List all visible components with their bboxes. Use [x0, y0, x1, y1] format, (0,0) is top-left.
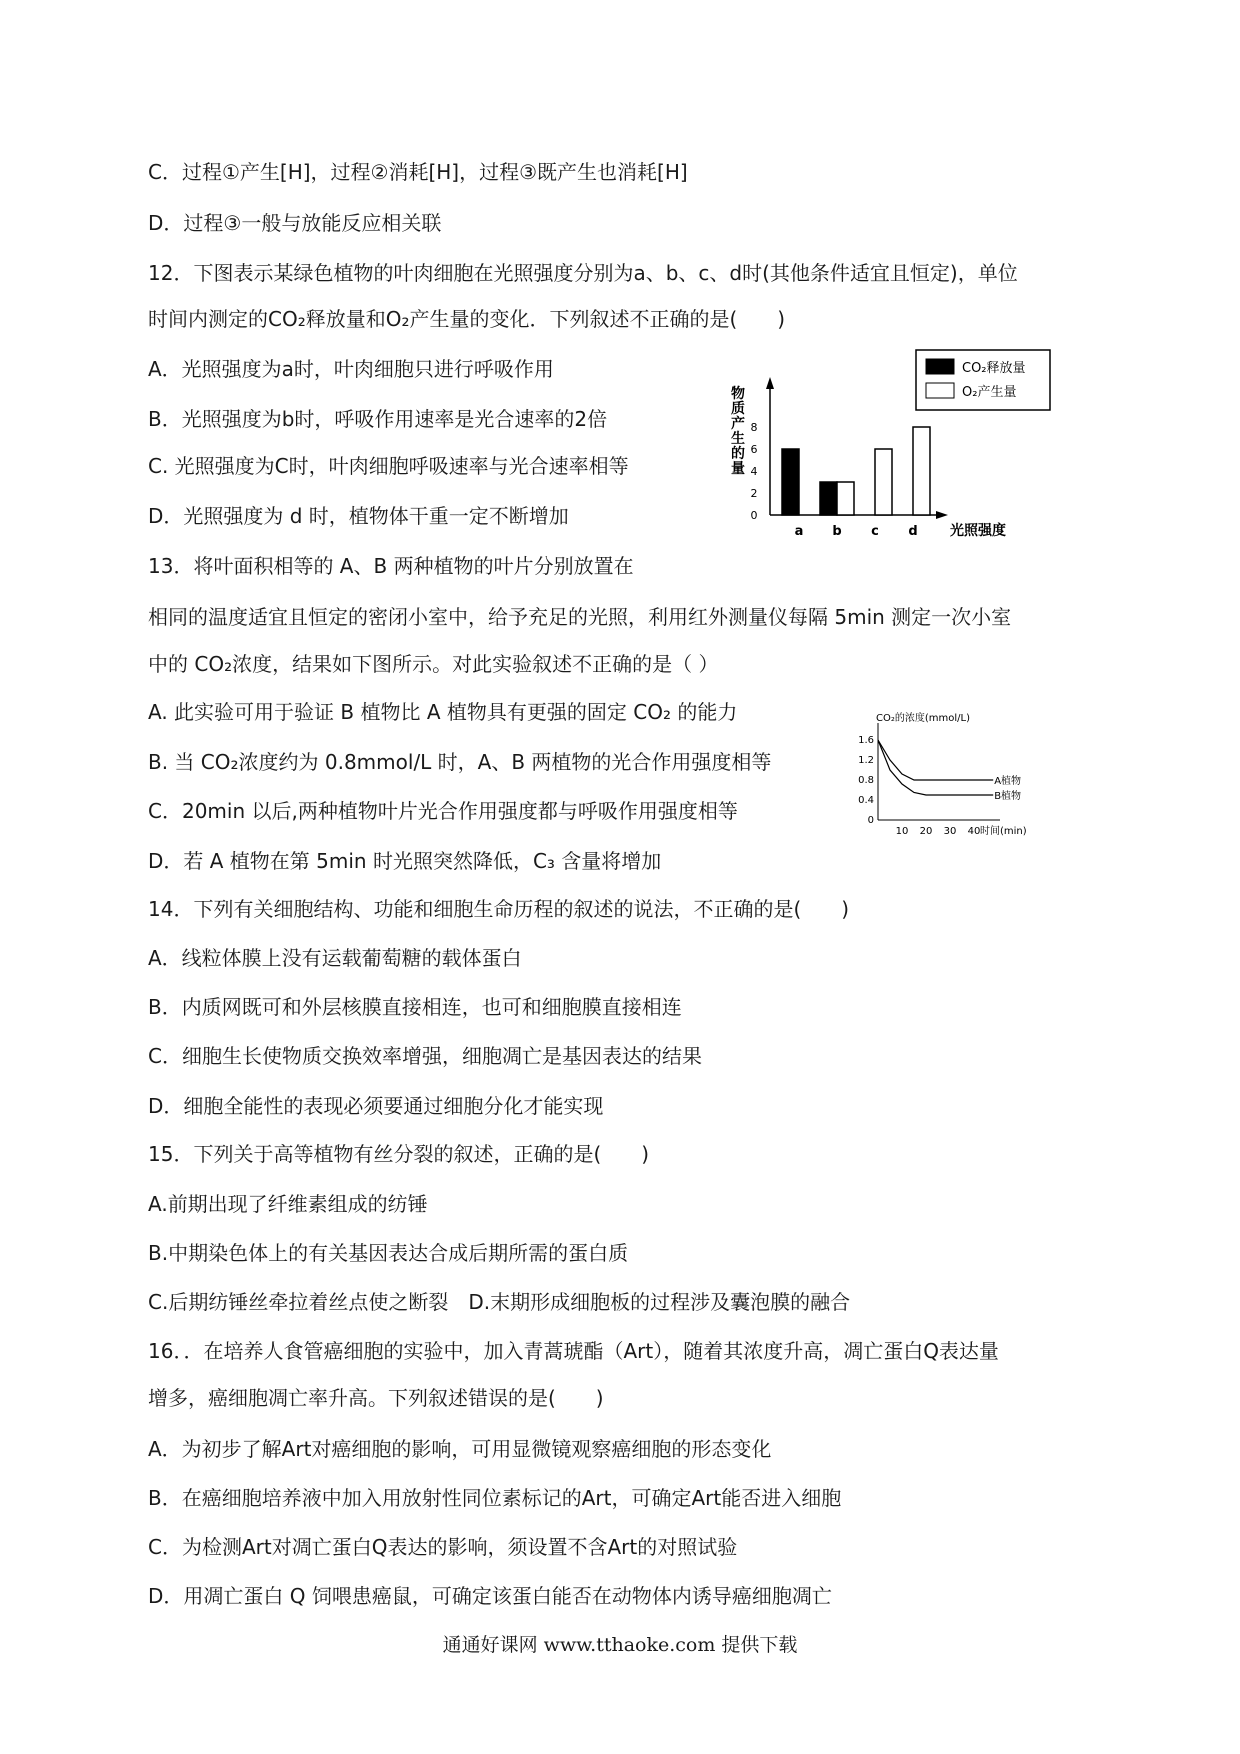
y-tick-label: 0.8 — [858, 775, 874, 786]
page-footer: 通通好课网 www.tthaoke.com 提供下载 — [442, 1634, 798, 1656]
x-tick-label: 30 — [943, 826, 957, 837]
y-axis-label-char: 质 — [731, 401, 745, 417]
y-axis-label-char: 量 — [731, 461, 745, 477]
line-chart — [850, 705, 1040, 840]
y-tick-label: 8 — [750, 421, 758, 434]
y-axis-label — [731, 385, 745, 477]
x-axis-arrow — [936, 511, 948, 519]
y-tick-label: 1.6 — [858, 735, 874, 746]
text-line: 时间内测定的CO₂释放量和O₂产生量的变化．下列叙述不正确的是( ) — [148, 307, 786, 331]
y-tick-label: 0 — [867, 815, 874, 826]
y-axis-label-char: 产 — [731, 416, 745, 432]
series-line-a — [878, 740, 993, 780]
y-axis-label-char: 的 — [731, 446, 745, 462]
text-line: A．为初步了解Art对癌细胞的影响，可用显微镜观察癌细胞的形态变化 — [148, 1437, 772, 1461]
text-line: B．光照强度为b时，呼吸作用速率是光合速率的2倍 — [148, 407, 608, 431]
bar-co2-b — [820, 482, 837, 515]
legend-label-o2: O₂产生量 — [962, 385, 1017, 400]
y-tick-label: 1.2 — [858, 755, 874, 766]
x-axis-label: 时间(min) — [980, 826, 1027, 837]
series-line-b — [878, 740, 993, 795]
text-line: 中的 CO₂浓度，结果如下图所示。对此实验叙述不正确的是（ ） — [148, 652, 719, 676]
text-line: 12．下图表示某绿色植物的叶肉细胞在光照强度分别为a、b、c、d时(其他条件适宜且恒定)，单位 — [148, 261, 1018, 285]
chart-title: CO₂的浓度(mmol/L) — [876, 713, 970, 724]
x-tick-label: 10 — [895, 826, 909, 837]
series-label: A植物 — [994, 776, 1022, 787]
text-line: C．为检测Art对凋亡蛋白Q表达的影响，须设置不含Art的对照试验 — [148, 1535, 738, 1559]
text-line: 14．下列有关细胞结构、功能和细胞生命历程的叙述的说法，不正确的是( ) — [148, 897, 850, 921]
x-tick-label: 40 — [967, 826, 981, 837]
y-tick-label: 0.4 — [858, 795, 874, 806]
text-line: B．在癌细胞培养液中加入用放射性同位素标记的Art，可确定Art能否进入细胞 — [148, 1486, 842, 1510]
x-tick-label: c — [871, 524, 879, 539]
text-line: A.前期出现了纤维素组成的纺锤 — [148, 1192, 428, 1216]
text-line: 16．．在培养人食管癌细胞的实验中，加入青蒿琥酯（Art），随着其浓度升高，凋亡蛋白Q表达量 — [148, 1339, 999, 1363]
text-line: C．细胞生长使物质交换效率增强，细胞凋亡是基因表达的结果 — [148, 1044, 702, 1068]
legend-swatch-co2 — [926, 359, 954, 374]
x-tick-label: 20 — [919, 826, 933, 837]
text-line: 13．将叶面积相等的 A、B 两种植物的叶片分别放置在 — [148, 554, 634, 578]
chart-legend — [916, 350, 1050, 410]
text-line: D．若 A 植物在第 5min 时光照突然降低，C₃ 含量将增加 — [148, 849, 662, 873]
bar-o2-b — [837, 482, 854, 515]
series-label: B植物 — [994, 791, 1022, 802]
bar-o2-c — [875, 449, 892, 515]
text-line: 15．下列关于高等植物有丝分裂的叙述，正确的是( ) — [148, 1142, 650, 1166]
text-line: C．20min 以后,两种植物叶片光合作用强度都与呼吸作用强度相等 — [148, 799, 738, 823]
text-line: A．线粒体膜上没有运载葡萄糖的载体蛋白 — [148, 946, 522, 970]
text-line: B.中期染色体上的有关基因表达合成后期所需的蛋白质 — [148, 1241, 629, 1265]
text-line: C．过程①产生[H]，过程②消耗[H]，过程③既产生也消耗[H] — [148, 160, 688, 184]
text-line: 相同的温度适宜且恒定的密闭小室中，给予充足的光照，利用红外测量仪每隔 5min 测定一次小室 — [148, 605, 1012, 629]
y-axis-label-char: 物 — [731, 386, 745, 402]
text-line: D．光照强度为 d 时，植物体干重一定不断增加 — [148, 504, 569, 528]
text-line: A. 此实验可用于验证 B 植物比 A 植物具有更强的固定 CO₂ 的能力 — [148, 700, 738, 724]
bar-co2-a — [782, 449, 799, 515]
text-line: 增多，癌细胞凋亡率升高。下列叙述错误的是( ) — [148, 1386, 604, 1410]
text-line: B．内质网既可和外层核膜直接相连，也可和细胞膜直接相连 — [148, 995, 682, 1019]
y-tick-label: 4 — [750, 465, 758, 478]
legend-swatch-o2 — [926, 383, 954, 398]
text-line: C. 光照强度为C时，叶肉细胞呼吸速率与光合速率相等 — [148, 454, 629, 478]
y-axis-arrow — [766, 377, 774, 389]
x-tick-label: b — [832, 524, 842, 539]
x-tick-label: d — [908, 524, 918, 539]
y-tick-label: 0 — [750, 509, 758, 522]
text-line: D．过程③一般与放能反应相关联 — [148, 211, 442, 235]
y-axis-label-char: 生 — [731, 431, 745, 447]
text-line: C.后期纺锤丝牵拉着丝点使之断裂 D.末期形成细胞板的过程涉及囊泡膜的融合 — [148, 1290, 851, 1314]
legend-label-co2: CO₂释放量 — [962, 361, 1026, 376]
x-tick-label: a — [794, 524, 804, 539]
y-tick-label: 2 — [750, 487, 758, 500]
bar-chart — [700, 345, 1060, 550]
text-line: A．光照强度为a时，叶肉细胞只进行呼吸作用 — [148, 357, 554, 381]
bar-o2-d — [913, 427, 930, 515]
text-line: B. 当 CO₂浓度约为 0.8mmol/L 时，A、B 两植物的光合作用强度相等 — [148, 750, 772, 774]
x-axis-label: 光照强度 — [950, 523, 1006, 539]
y-tick-label: 6 — [750, 443, 758, 456]
text-line: D．用凋亡蛋白 Q 饲喂患癌鼠，可确定该蛋白能否在动物体内诱导癌细胞凋亡 — [148, 1584, 832, 1608]
text-line: D．细胞全能性的表现必须要通过细胞分化才能实现 — [148, 1094, 604, 1118]
